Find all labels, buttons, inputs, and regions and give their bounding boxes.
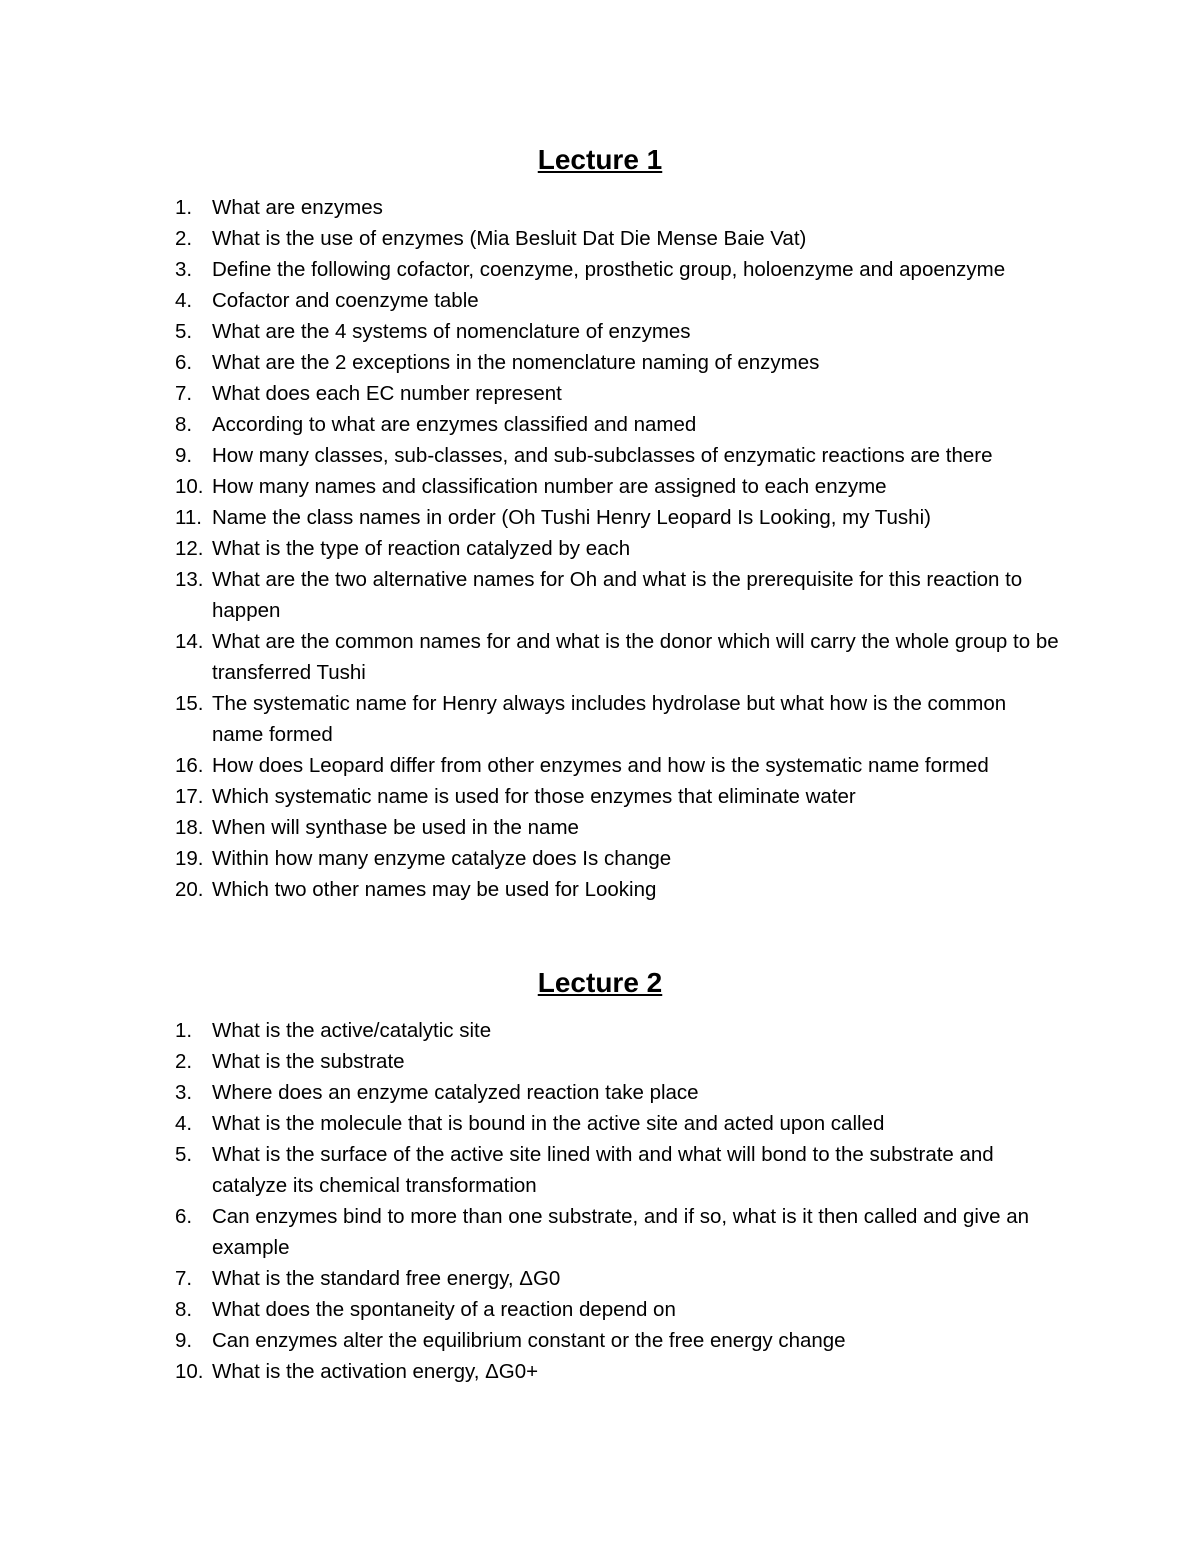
lecture-2-heading: Lecture 2 — [537, 967, 663, 998]
question-text: What is the substrate — [212, 1050, 405, 1073]
question-text: Name the class names in order (Oh Tushi Henry Leopard Is Looking, my Tushi) — [212, 506, 931, 529]
question-number: 8. — [175, 1298, 193, 1321]
question-text: What does the spontaneity of a reaction depend on — [212, 1298, 676, 1321]
question-text: Define the following cofactor, coenzyme, prosthetic group, holoenzyme and apoenzyme — [212, 258, 1006, 281]
question-text: What is the surface of the active site lined with and what will bond to the substrate and catalyze its chemical transformation — [212, 1143, 994, 1197]
question-item — [175, 409, 1060, 440]
question-text: Can enzymes alter the equilibrium constant or the free energy change — [212, 1329, 846, 1352]
question-text: What are the 4 systems of nomenclature of enzymes — [212, 320, 691, 343]
question-number: 9. — [175, 1329, 193, 1352]
question-text: Which two other names may be used for Looking — [212, 878, 657, 901]
question-number: 10. — [175, 1360, 204, 1383]
question-item — [175, 874, 1060, 905]
question-text: What is the active/catalytic site — [212, 1019, 492, 1042]
question-item — [175, 1046, 1060, 1077]
question-number: 7. — [175, 382, 193, 405]
question-item — [175, 533, 1060, 564]
question-number: 12. — [175, 537, 204, 560]
question-number: 17. — [175, 785, 204, 808]
question-item — [175, 285, 1060, 316]
question-number: 5. — [175, 320, 193, 343]
question-item — [175, 471, 1060, 502]
question-text: Which systematic name is used for those enzymes that eliminate water — [212, 785, 856, 808]
question-text: How many names and classification number are assigned to each enzyme — [212, 475, 887, 498]
question-item — [175, 1356, 1060, 1387]
question-text: Where does an enzyme catalyzed reaction take place — [212, 1081, 699, 1104]
question-text: How many classes, sub-classes, and sub-subclasses of enzymatic reactions are there — [212, 444, 993, 467]
question-number: 2. — [175, 1050, 193, 1073]
question-text: The systematic name for Henry always includes hydrolase but what how is the common name formed — [212, 692, 1007, 746]
question-number: 6. — [175, 351, 193, 374]
question-number: 19. — [175, 847, 204, 870]
question-item — [175, 781, 1060, 812]
question-item — [175, 440, 1060, 471]
question-text: What is the activation energy, ΔG0+ — [212, 1360, 539, 1383]
question-text: What does each EC number represent — [212, 382, 562, 405]
question-item — [175, 812, 1060, 843]
question-number: 7. — [175, 1267, 193, 1290]
question-item — [175, 1108, 1060, 1139]
question-number: 13. — [175, 568, 204, 591]
question-item — [175, 626, 1060, 688]
question-text: What is the type of reaction catalyzed by each — [212, 537, 631, 560]
question-item — [175, 316, 1060, 347]
question-item — [175, 1015, 1060, 1046]
question-number: 11. — [175, 506, 202, 529]
question-item — [175, 1294, 1060, 1325]
question-number: 16. — [175, 754, 204, 777]
question-item — [175, 1201, 1060, 1263]
question-number: 6. — [175, 1205, 193, 1228]
question-item — [175, 192, 1060, 223]
question-text: What is the use of enzymes (Mia Besluit Dat Die Mense Baie Vat) — [212, 227, 807, 250]
lecture-1-heading: Lecture 1 — [537, 144, 663, 175]
question-item — [175, 1077, 1060, 1108]
question-number: 9. — [175, 444, 193, 467]
question-text: What are the 2 exceptions in the nomenclature naming of enzymes — [212, 351, 820, 374]
question-text: What are the two alternative names for Oh and what is the prerequisite for this reaction to happen — [212, 568, 1023, 622]
question-item — [175, 502, 1060, 533]
question-item — [175, 1325, 1060, 1356]
question-item — [175, 750, 1060, 781]
question-text: How does Leopard differ from other enzymes and how is the systematic name formed — [212, 754, 989, 777]
question-text: What are enzymes — [212, 196, 383, 219]
question-number: 18. — [175, 816, 204, 839]
question-number: 14. — [175, 630, 204, 653]
question-item — [175, 378, 1060, 409]
question-text: What is the molecule that is bound in the active site and acted upon called — [212, 1112, 885, 1135]
question-number: 5. — [175, 1143, 193, 1166]
lecture-1-question-list — [175, 192, 1060, 905]
question-text: Within how many enzyme catalyze does Is change — [212, 847, 672, 870]
question-item — [175, 1139, 1060, 1201]
question-item — [175, 564, 1060, 626]
question-number: 3. — [175, 1081, 193, 1104]
question-text: When will synthase be used in the name — [212, 816, 579, 839]
question-text: Can enzymes bind to more than one substrate, and if so, what is it then called and give an example — [212, 1205, 1030, 1259]
question-number: 1. — [175, 1019, 193, 1042]
question-number: 2. — [175, 227, 193, 250]
question-item — [175, 688, 1060, 750]
question-text: According to what are enzymes classified and named — [212, 413, 697, 436]
question-item — [175, 843, 1060, 874]
question-item — [175, 223, 1060, 254]
question-number: 1. — [175, 196, 193, 219]
question-number: 3. — [175, 258, 193, 281]
question-text: What are the common names for and what is the donor which will carry the whole group to be transferred Tushi — [212, 630, 1059, 684]
question-text: What is the standard free energy, ΔG0 — [212, 1267, 561, 1290]
question-number: 8. — [175, 413, 193, 436]
question-number: 20. — [175, 878, 204, 901]
question-item — [175, 347, 1060, 378]
lecture-2-question-list — [175, 1015, 1060, 1387]
question-number: 15. — [175, 692, 204, 715]
question-number: 4. — [175, 1112, 193, 1135]
question-number: 10. — [175, 475, 204, 498]
question-item — [175, 1263, 1060, 1294]
question-number: 4. — [175, 289, 193, 312]
question-item — [175, 254, 1060, 285]
question-text: Cofactor and coenzyme table — [212, 289, 479, 312]
